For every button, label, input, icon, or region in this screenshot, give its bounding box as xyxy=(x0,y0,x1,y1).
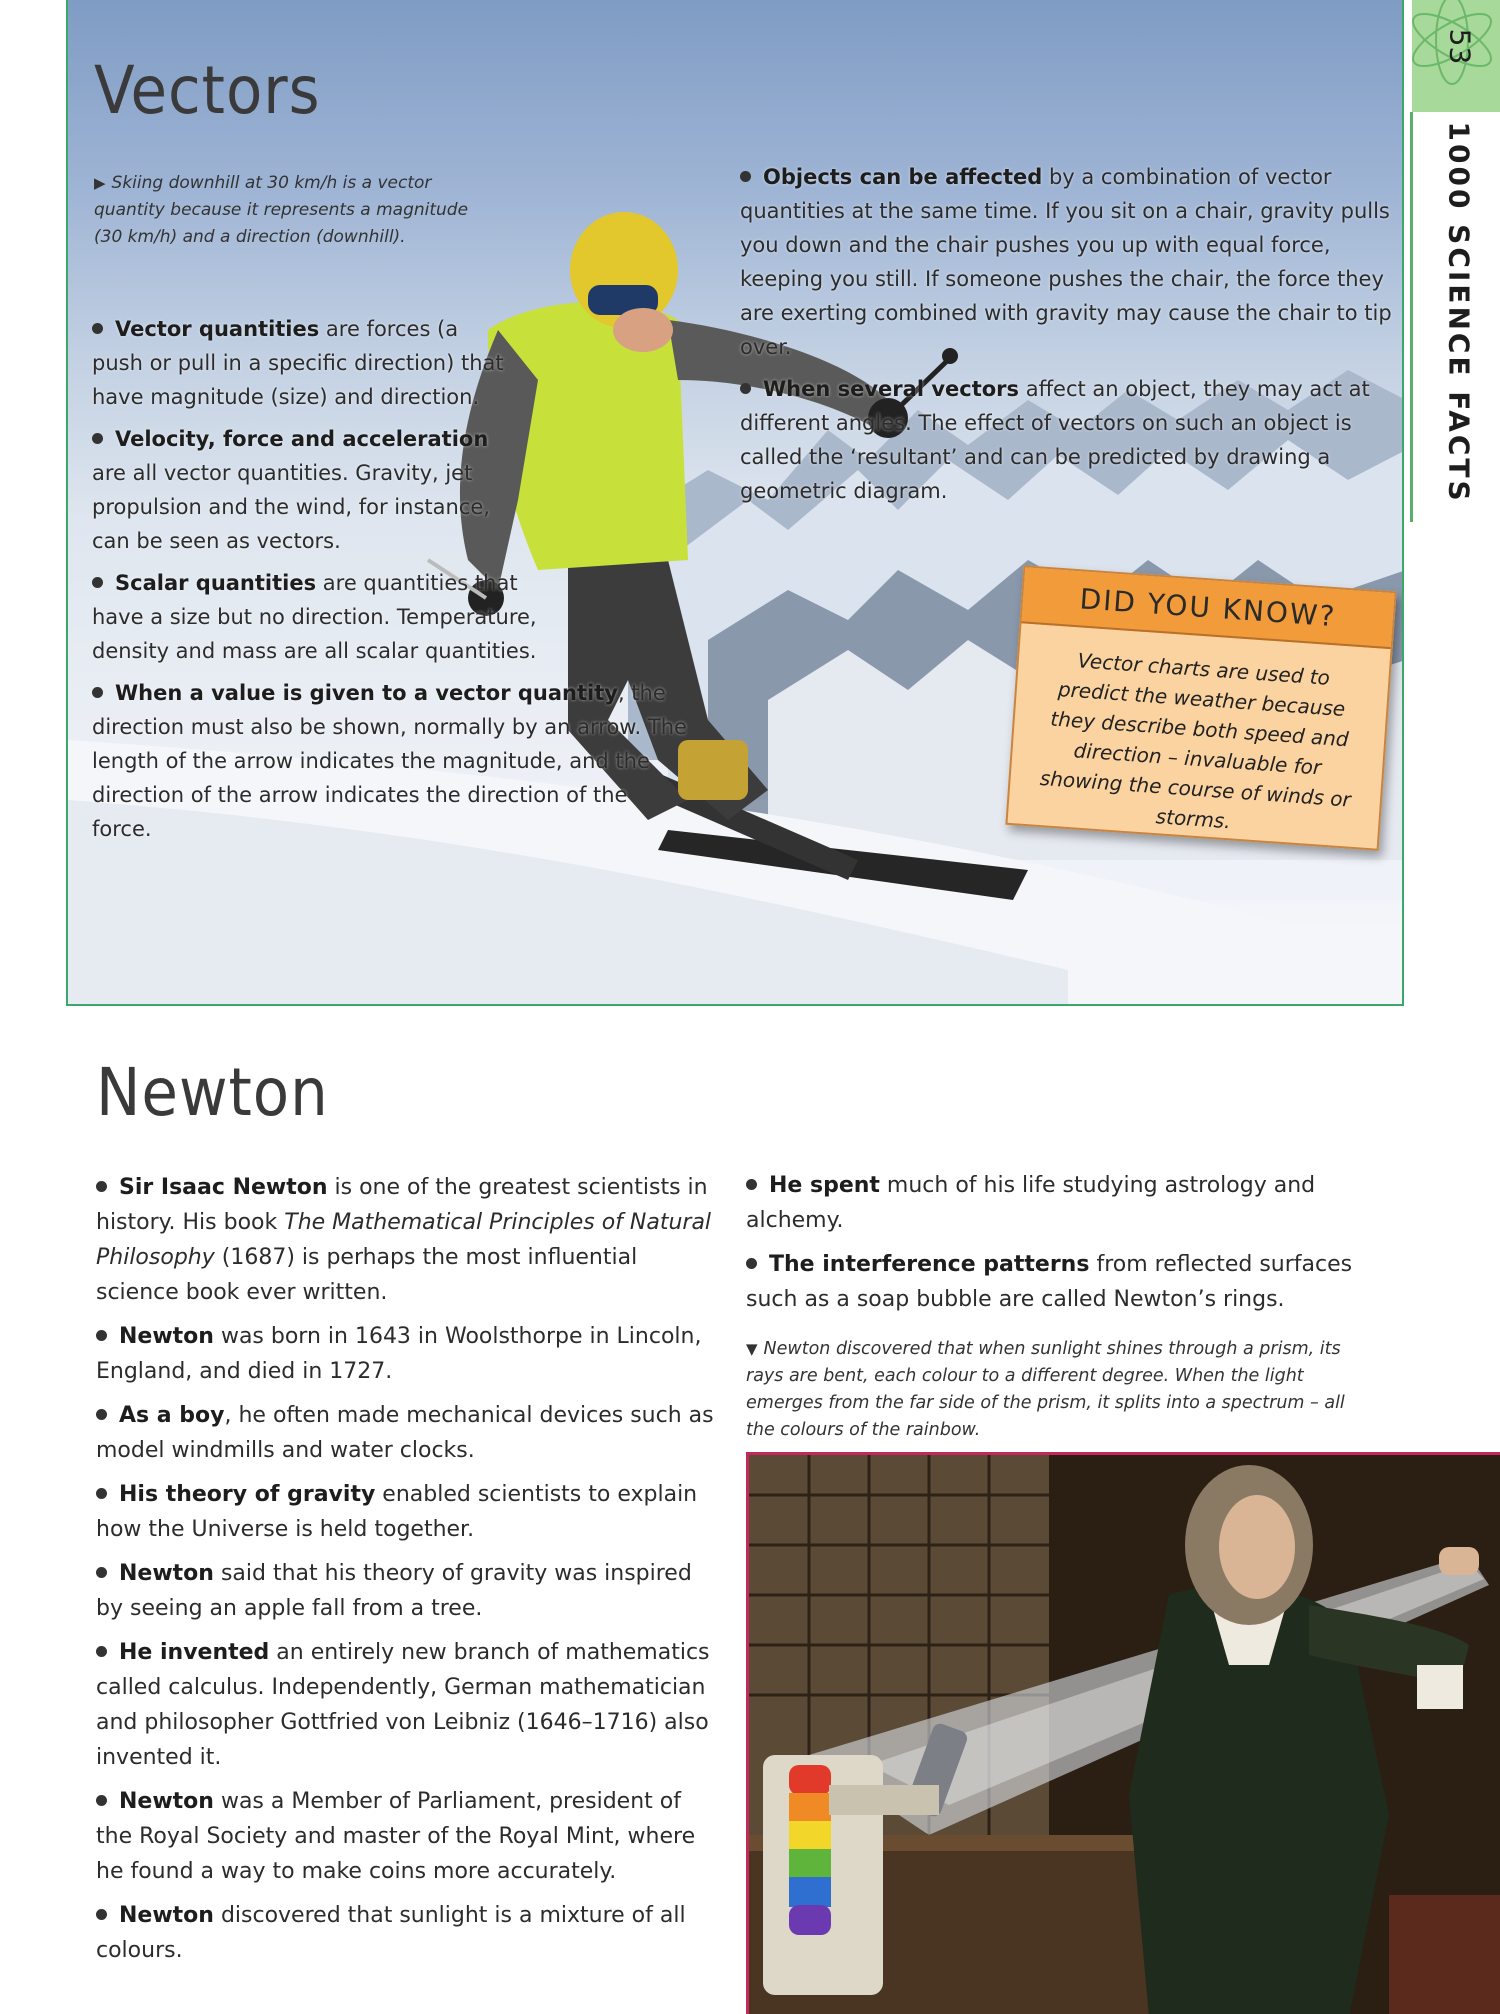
fact-item xyxy=(740,372,1404,508)
fact-item xyxy=(96,1556,716,1626)
fact-item xyxy=(740,160,1404,364)
fact-text: from reflected surfaces such as a soap bubble are called Newton’s rings. xyxy=(746,1252,1353,1312)
skier-face xyxy=(613,308,673,352)
fact-item xyxy=(96,1477,716,1547)
bullet-icon xyxy=(96,1567,107,1578)
fact-text: is one of the greatest scientists in history. His book xyxy=(96,1175,708,1235)
fact-item xyxy=(96,1398,716,1468)
fact-item xyxy=(92,312,512,414)
fact-lead: He spent xyxy=(769,1173,880,1198)
bullet-icon xyxy=(92,323,103,334)
fact-text: (1687) is perhaps the most influential science book ever written. xyxy=(96,1245,638,1305)
fact-text: , he often made mechanical devices such as model windmills and water clocks. xyxy=(96,1403,714,1463)
book-title: 1000 SCIENCE FACTS xyxy=(1442,121,1476,504)
fact-lead: Vector quantities xyxy=(115,317,320,341)
newton-left-column xyxy=(96,1170,716,1977)
newton-face xyxy=(1219,1495,1295,1599)
image-caption xyxy=(746,1336,1366,1444)
newton-cuff xyxy=(1417,1665,1463,1709)
fact-lead: Newton xyxy=(119,1324,214,1349)
bullet-icon xyxy=(96,1488,107,1499)
fact-text: affect an object, they may act at different angles. The effect of vectors on such an object is called the ‘resultant’ and can be predicted by drawing a geometric diagram. xyxy=(740,377,1370,503)
page-number-badge xyxy=(1412,0,1500,112)
book-title-italic: The Mathematical Principles of Natural Philosophy xyxy=(96,1210,712,1270)
bullet-icon xyxy=(96,1409,107,1420)
vectors-left-column xyxy=(92,312,687,854)
fact-text: much of his life studying astrology and alchemy. xyxy=(746,1173,1316,1233)
bullet-icon xyxy=(96,1330,107,1341)
newton-prism-picture xyxy=(749,1455,1500,2014)
bullet-icon xyxy=(740,383,751,394)
bullet-icon xyxy=(96,1181,107,1192)
fact-lead: He invented xyxy=(119,1640,270,1665)
tab-divider xyxy=(1410,112,1413,522)
fact-item xyxy=(96,1635,716,1775)
fact-item xyxy=(746,1168,1366,1238)
bullet-icon xyxy=(746,1258,757,1269)
bullet-icon xyxy=(746,1179,757,1190)
caption-text: Skiing downhill at 30 km/h is a vector quantity because it represents a magnitude (30 km/h) and a direction (downhill). xyxy=(94,173,469,247)
bullet-icon xyxy=(96,1795,107,1806)
caption-text: Newton discovered that when sunlight shines through a prism, its rays are bent, each colour to a different degree. When the light emerges from the far side of the prism, it splits into a spectrum – all the colours of the rainbow. xyxy=(746,1339,1345,1440)
fact-item xyxy=(96,1170,716,1310)
newton-prism-illustration xyxy=(746,1452,1500,2014)
fact-text: are quantities that have a size but no direction. Temperature, density and mass are all scalar quantities. xyxy=(92,571,537,663)
fact-lead: Scalar quantities xyxy=(115,571,317,595)
fact-text: was a Member of Parliament, president of the Royal Society and master of the Royal Mint, where he found a way to make coins more accurately. xyxy=(96,1789,696,1884)
fact-text: an entirely new branch of mathematics called calculus. Independently, German mathematician and philosopher Gottfried von Leibniz (1646–1716) also invented it. xyxy=(96,1640,710,1770)
did-you-know-heading: DID YOU KNOW? xyxy=(1021,567,1394,649)
fact-lead: Newton xyxy=(119,1903,214,1928)
fact-lead: His theory of gravity xyxy=(119,1482,376,1507)
fact-lead: Newton xyxy=(119,1561,214,1586)
fact-item xyxy=(746,1247,1366,1317)
fact-text: are forces (a push or pull in a specific direction) that have magnitude (size) and direction. xyxy=(92,317,504,409)
fact-item xyxy=(96,1898,716,1968)
fact-text: enabled scientists to explain how the Universe is held together. xyxy=(96,1482,698,1542)
did-you-know-box xyxy=(1005,565,1396,850)
bullet-icon xyxy=(92,687,103,698)
fact-text: said that his theory of gravity was inspired by seeing an apple fall from a tree. xyxy=(96,1561,692,1621)
fact-lead: Sir Isaac Newton xyxy=(119,1175,328,1200)
vectors-panel xyxy=(66,0,1404,1006)
fact-text: , the direction must also be shown, normally by an arrow. The length of the arrow indicates the magnitude, and the direction of the arrow indicates the direction of the force. xyxy=(92,681,687,841)
page-title: Vectors xyxy=(94,52,321,129)
fact-lead: Objects can be affected xyxy=(763,165,1043,189)
fact-text: discovered that sunlight is a mixture of all colours. xyxy=(96,1903,686,1963)
fact-text: was born in 1643 in Woolsthorpe in Lincoln, England, and died in 1727. xyxy=(96,1324,702,1384)
fact-lead: As a boy xyxy=(119,1403,225,1428)
caption-arrow-icon: ▼ xyxy=(746,1340,758,1358)
chair xyxy=(1389,1895,1500,2014)
bullet-icon xyxy=(96,1646,107,1657)
newton-right-column xyxy=(746,1168,1366,1326)
fact-lead: The interference patterns xyxy=(769,1252,1090,1277)
photo-caption xyxy=(94,170,474,251)
fact-item xyxy=(96,1319,716,1389)
fact-item xyxy=(96,1784,716,1889)
bullet-icon xyxy=(92,577,103,588)
did-you-know-text: Vector charts are used to predict the weather because they describe both speed and direction – invaluable for showing the course of winds or storms. xyxy=(1039,648,1352,834)
bullet-icon xyxy=(92,433,103,444)
vectors-right-column xyxy=(740,160,1404,516)
fact-item xyxy=(92,422,512,558)
fact-lead: Velocity, force and acceleration xyxy=(115,427,489,451)
caption-arrow-icon: ▶ xyxy=(94,174,106,192)
section-title: Newton xyxy=(96,1054,329,1131)
fact-item xyxy=(92,566,572,668)
fact-lead: When a value is given to a vector quantity xyxy=(115,681,618,705)
bullet-icon xyxy=(96,1909,107,1920)
fact-item xyxy=(92,676,692,846)
fact-text: by a combination of vector quantities at the same time. If you sit on a chair, gravity pulls you down and the chair pushes you up with equal force, keeping you still. If someone pushes the chair, the force they are exerting combined with gravity may cause the chair to tip over. xyxy=(740,165,1392,359)
fact-lead: Newton xyxy=(119,1789,214,1814)
fact-text: are all vector quantities. Gravity, jet propulsion and the wind, for instance, can be seen as vectors. xyxy=(92,461,490,553)
side-tab xyxy=(1406,0,1500,520)
page-number: 53 xyxy=(1443,28,1477,65)
fact-lead: When several vectors xyxy=(763,377,1020,401)
book-stack xyxy=(829,1785,939,1815)
newton-hand xyxy=(1439,1547,1479,1575)
bullet-icon xyxy=(740,171,751,182)
rainbow-spectrum xyxy=(789,1765,831,1935)
